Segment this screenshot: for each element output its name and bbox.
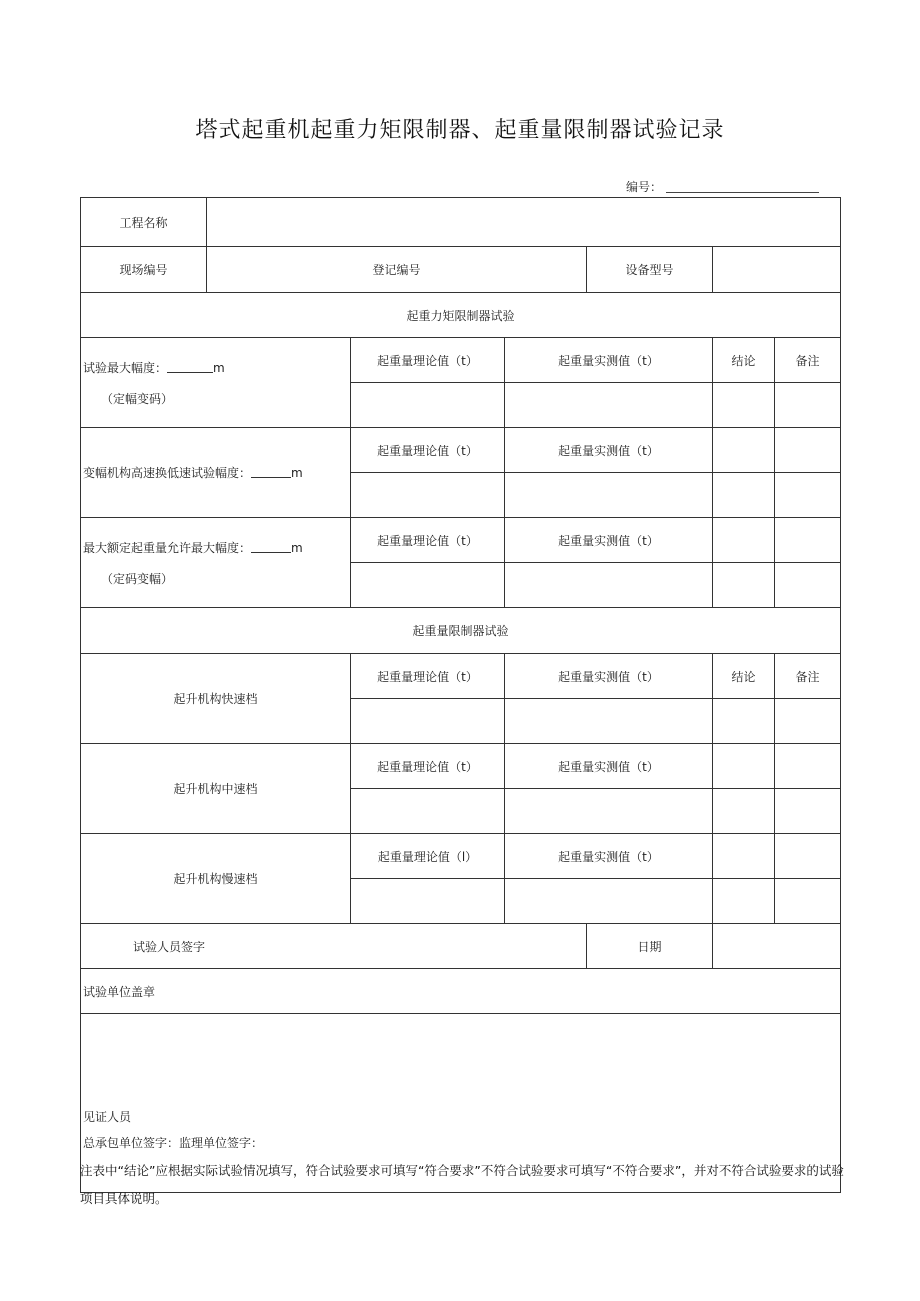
theory-value-cell[interactable]	[351, 473, 505, 518]
remarks-cell[interactable]	[775, 834, 841, 879]
theory-value-cell[interactable]	[351, 699, 505, 744]
measured-header: 起重量实测值（t）	[505, 338, 713, 383]
theory-value-cell[interactable]	[351, 383, 505, 428]
measured-header: 起重量实测值（t）	[505, 428, 713, 473]
site-no-label: 现场编号	[81, 247, 207, 293]
theory-value-cell[interactable]	[351, 563, 505, 608]
hoist-slow-gear-label: 起升机构慢速档	[81, 834, 351, 924]
test-record-table	[80, 197, 841, 1193]
conclusion-cell[interactable]	[713, 473, 775, 518]
luffing-speed-test-label	[81, 428, 351, 518]
max-load-radius-test-label	[81, 518, 351, 608]
remarks-cell[interactable]	[775, 383, 841, 428]
theory-value-cell[interactable]	[351, 879, 505, 924]
remarks-cell[interactable]	[775, 744, 841, 789]
remarks-cell[interactable]	[775, 789, 841, 834]
remarks-cell[interactable]	[775, 518, 841, 563]
conclusion-cell[interactable]	[713, 518, 775, 563]
serial-number-field[interactable]	[626, 178, 819, 195]
theory-header: 起重量理论值（t）	[351, 744, 505, 789]
conclusion-cell[interactable]	[713, 699, 775, 744]
serial-number-blank[interactable]	[666, 180, 819, 193]
max-radius-text: 试验最大幅度：	[83, 360, 168, 375]
register-no-label: 登记编号	[207, 247, 587, 293]
footnote: 注表中“结论”应根据实际试验情况填写，符合试验要求可填写“符合要求”不符合试验要求可填写“不符合要求”，并对不符合试验要求的试验项目具体说明。	[80, 1163, 844, 1206]
max-load-radius-blank[interactable]	[251, 541, 291, 553]
section-heading-weight: 起重量限制器试验	[81, 608, 841, 654]
equipment-model-label: 设备型号	[587, 247, 713, 293]
section-heading-moment: 起重力矩限制器试验	[81, 293, 841, 338]
remarks-header: 备注	[775, 338, 841, 383]
conclusion-cell[interactable]	[713, 879, 775, 924]
unit-m: m	[291, 540, 303, 555]
luffing-speed-text: 变幅机构高速换低速试验幅度：	[83, 466, 252, 480]
fixed-load-note: （定码变幅）	[101, 571, 174, 586]
theory-header: 起重量理论值（l）	[351, 834, 505, 879]
conclusion-cell[interactable]	[713, 789, 775, 834]
conclusion-header: 结论	[713, 654, 775, 699]
measured-header: 起重量实测值（t）	[505, 654, 713, 699]
measured-value-cell[interactable]	[505, 879, 713, 924]
max-radius-test-label	[81, 338, 351, 428]
max-load-radius-text: 最大额定起重量允许最大幅度：	[83, 540, 252, 555]
witness-label: 见证人员	[83, 1110, 132, 1124]
max-radius-blank[interactable]	[167, 361, 213, 373]
theory-value-cell[interactable]	[351, 789, 505, 834]
hoist-fast-gear-label: 起升机构快速档	[81, 654, 351, 744]
conclusion-cell[interactable]	[713, 563, 775, 608]
remarks-cell[interactable]	[775, 428, 841, 473]
measured-header: 起重量实测值（t）	[505, 834, 713, 879]
date-cell[interactable]	[713, 924, 841, 969]
unit-signature-line: 总承包单位签字：监理单位签字：	[83, 1136, 264, 1150]
remarks-cell[interactable]	[775, 699, 841, 744]
date-label: 日期	[587, 924, 713, 969]
remarks-cell[interactable]	[775, 879, 841, 924]
conclusion-cell[interactable]	[713, 834, 775, 879]
measured-value-cell[interactable]	[505, 473, 713, 518]
unit-m: m	[291, 466, 303, 480]
remarks-header: 备注	[775, 654, 841, 699]
theory-header: 起重量理论值（t）	[351, 654, 505, 699]
conclusion-cell[interactable]	[713, 383, 775, 428]
tester-signature-label: 试验人员签字	[81, 924, 587, 969]
remarks-cell[interactable]	[775, 473, 841, 518]
theory-header: 起重量理论值（t）	[351, 518, 505, 563]
conclusion-cell[interactable]	[713, 744, 775, 789]
measured-value-cell[interactable]	[505, 383, 713, 428]
conclusion-cell[interactable]	[713, 428, 775, 473]
hoist-medium-gear-label: 起升机构中速档	[81, 744, 351, 834]
luffing-radius-blank[interactable]	[251, 466, 291, 478]
measured-value-cell[interactable]	[505, 789, 713, 834]
project-name-cell[interactable]	[207, 198, 841, 247]
test-unit-seal-label: 试验单位盖章	[81, 969, 841, 1014]
conclusion-header: 结论	[713, 338, 775, 383]
measured-header: 起重量实测值（t）	[505, 744, 713, 789]
measured-header: 起重量实测值（t）	[505, 518, 713, 563]
project-name-label: 工程名称	[81, 198, 207, 247]
equipment-model-cell[interactable]	[713, 247, 841, 293]
document-title: 塔式起重机起重力矩限制器、起重量限制器试验记录	[195, 118, 725, 143]
measured-value-cell[interactable]	[505, 563, 713, 608]
theory-header: 起重量理论值（t）	[351, 338, 505, 383]
fixed-radius-note: （定幅变码）	[101, 391, 174, 406]
serial-number-label: 编号：	[626, 180, 663, 194]
unit-m: m	[213, 360, 225, 375]
measured-value-cell[interactable]	[505, 699, 713, 744]
theory-header: 起重量理论值（t）	[351, 428, 505, 473]
remarks-cell[interactable]	[775, 563, 841, 608]
